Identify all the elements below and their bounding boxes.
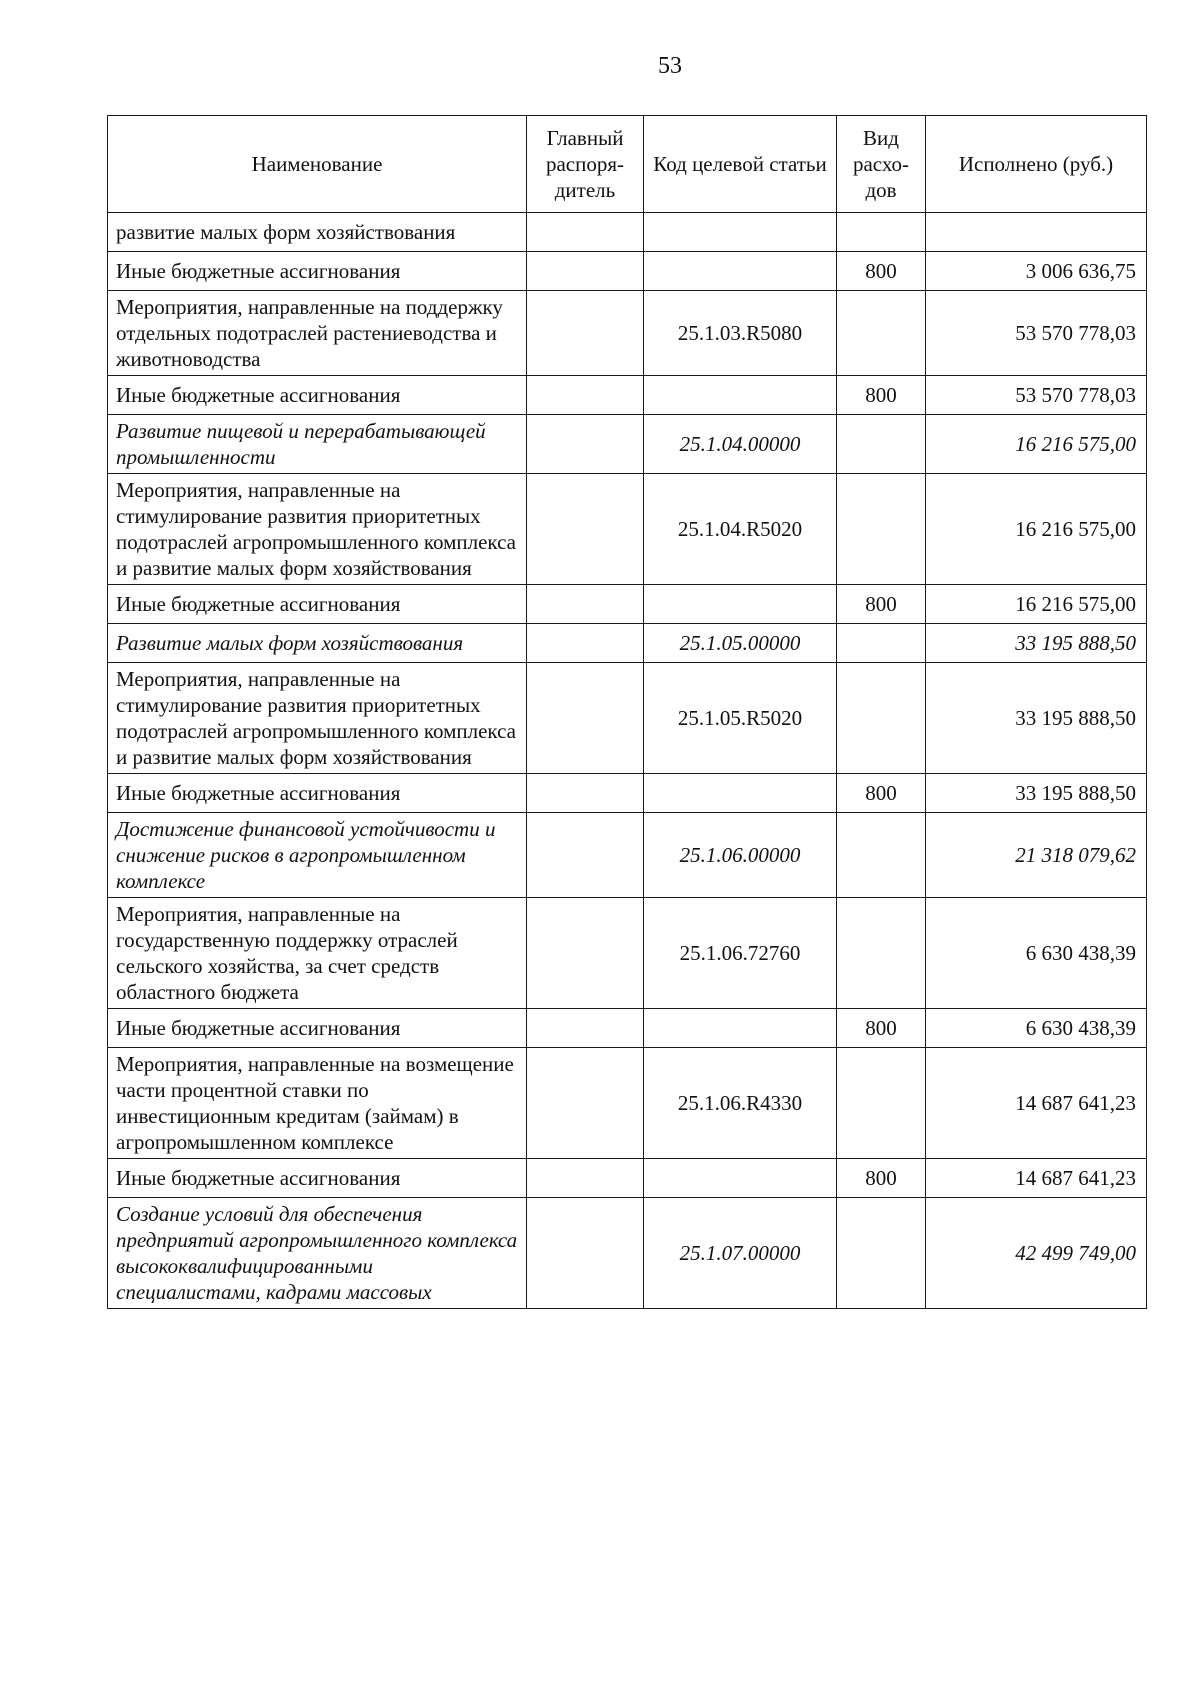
- cell-code: 25.1.05.00000: [644, 624, 837, 663]
- table-row: [108, 1159, 1147, 1198]
- cell-name: Иные бюджетные ассигнования: [108, 252, 527, 291]
- cell-manager: [527, 252, 644, 291]
- cell-type: [837, 474, 926, 585]
- cell-name: Иные бюджетные ассигнования: [108, 585, 527, 624]
- cell-code: 25.1.04.R5020: [644, 474, 837, 585]
- table-row: [108, 663, 1147, 774]
- cell-name: Мероприятия, направленные на стимулирование развития приоритетных подотраслей агропромышленного комплекса и развитие малых форм хозяйствования: [108, 474, 527, 585]
- cell-manager: [527, 415, 644, 474]
- cell-manager: [527, 663, 644, 774]
- header-type: Вид расхо-дов: [837, 116, 926, 213]
- cell-amount: 16 216 575,00: [926, 585, 1147, 624]
- cell-name: Мероприятия, направленные на стимулирование развития приоритетных подотраслей агропромышленного комплекса и развитие малых форм хозяйствования: [108, 663, 527, 774]
- table-row: [108, 291, 1147, 376]
- cell-type: 800: [837, 376, 926, 415]
- cell-code: 25.1.06.R4330: [644, 1048, 837, 1159]
- cell-name: Мероприятия, направленные на государственную поддержку отраслей сельского хозяйства, за счет средств областного бюджета: [108, 898, 527, 1009]
- table-row: [108, 585, 1147, 624]
- table-header-row: [108, 116, 1147, 213]
- table-row: [108, 1198, 1147, 1309]
- cell-type: [837, 1048, 926, 1159]
- cell-name: Достижение финансовой устойчивости и снижение рисков в агропромышленном комплексе: [108, 813, 527, 898]
- cell-type: [837, 813, 926, 898]
- cell-code: 25.1.03.R5080: [644, 291, 837, 376]
- cell-amount: 33 195 888,50: [926, 624, 1147, 663]
- table-row: [108, 376, 1147, 415]
- table-row: [108, 898, 1147, 1009]
- cell-type: [837, 624, 926, 663]
- cell-code: 25.1.06.00000: [644, 813, 837, 898]
- cell-manager: [527, 1198, 644, 1309]
- cell-type: 800: [837, 252, 926, 291]
- cell-code: [644, 252, 837, 291]
- table-row: [108, 252, 1147, 291]
- table-row: [108, 474, 1147, 585]
- cell-name: Мероприятия, направленные на поддержку отдельных подотраслей растениеводства и животноводства: [108, 291, 527, 376]
- page-number: 53: [658, 53, 682, 79]
- cell-amount: 6 630 438,39: [926, 898, 1147, 1009]
- cell-manager: [527, 1048, 644, 1159]
- cell-amount: 3 006 636,75: [926, 252, 1147, 291]
- cell-manager: [527, 291, 644, 376]
- cell-manager: [527, 585, 644, 624]
- cell-manager: [527, 774, 644, 813]
- cell-manager: [527, 1009, 644, 1048]
- cell-amount: 6 630 438,39: [926, 1009, 1147, 1048]
- cell-manager: [527, 1159, 644, 1198]
- cell-code: 25.1.07.00000: [644, 1198, 837, 1309]
- table-row: [108, 1048, 1147, 1159]
- cell-amount: 53 570 778,03: [926, 376, 1147, 415]
- cell-name: Иные бюджетные ассигнования: [108, 376, 527, 415]
- cell-type: 800: [837, 1159, 926, 1198]
- table-row: [108, 1009, 1147, 1048]
- cell-manager: [527, 474, 644, 585]
- cell-code: [644, 585, 837, 624]
- cell-name: развитие малых форм хозяйствования: [108, 213, 527, 252]
- cell-amount: 21 318 079,62: [926, 813, 1147, 898]
- table-row: [108, 213, 1147, 252]
- cell-code: 25.1.06.72760: [644, 898, 837, 1009]
- cell-code: [644, 1159, 837, 1198]
- cell-manager: [527, 624, 644, 663]
- cell-amount: 33 195 888,50: [926, 774, 1147, 813]
- budget-table: [107, 115, 1147, 1309]
- cell-name: Развитие малых форм хозяйствования: [108, 624, 527, 663]
- cell-name: Иные бюджетные ассигнования: [108, 1009, 527, 1048]
- table-row: [108, 415, 1147, 474]
- table-row: [108, 624, 1147, 663]
- cell-type: 800: [837, 1009, 926, 1048]
- cell-type: [837, 1198, 926, 1309]
- cell-code: [644, 213, 837, 252]
- cell-name: Иные бюджетные ассигнования: [108, 1159, 527, 1198]
- cell-type: 800: [837, 774, 926, 813]
- cell-amount: 42 499 749,00: [926, 1198, 1147, 1309]
- cell-type: 800: [837, 585, 926, 624]
- cell-code: 25.1.05.R5020: [644, 663, 837, 774]
- table-body: [108, 213, 1147, 1309]
- cell-name: Создание условий для обеспечения предприятий агропромышленного комплекса высококвалифицированными специалистами, кадрами массовых: [108, 1198, 527, 1309]
- cell-type: [837, 291, 926, 376]
- header-code: Код целевой статьи: [644, 116, 837, 213]
- cell-type: [837, 663, 926, 774]
- cell-name: Развитие пищевой и перерабатывающей промышленности: [108, 415, 527, 474]
- cell-code: 25.1.04.00000: [644, 415, 837, 474]
- header-manager: Главный распоря-дитель: [527, 116, 644, 213]
- cell-amount: 33 195 888,50: [926, 663, 1147, 774]
- cell-amount: 16 216 575,00: [926, 415, 1147, 474]
- cell-manager: [527, 376, 644, 415]
- cell-manager: [527, 213, 644, 252]
- cell-name: Мероприятия, направленные на возмещение части процентной ставки по инвестиционным кредитам (займам) в агропромышленном комплексе: [108, 1048, 527, 1159]
- cell-type: [837, 415, 926, 474]
- cell-amount: 53 570 778,03: [926, 291, 1147, 376]
- cell-manager: [527, 813, 644, 898]
- cell-amount: 14 687 641,23: [926, 1159, 1147, 1198]
- table-row: [108, 774, 1147, 813]
- cell-name: Иные бюджетные ассигнования: [108, 774, 527, 813]
- header-executed: Исполнено (руб.): [926, 116, 1147, 213]
- cell-type: [837, 213, 926, 252]
- cell-code: [644, 774, 837, 813]
- cell-amount: [926, 213, 1147, 252]
- cell-amount: 14 687 641,23: [926, 1048, 1147, 1159]
- cell-amount: 16 216 575,00: [926, 474, 1147, 585]
- cell-manager: [527, 898, 644, 1009]
- table-row: [108, 813, 1147, 898]
- header-name: Наименование: [108, 116, 527, 213]
- cell-code: [644, 1009, 837, 1048]
- cell-type: [837, 898, 926, 1009]
- cell-code: [644, 376, 837, 415]
